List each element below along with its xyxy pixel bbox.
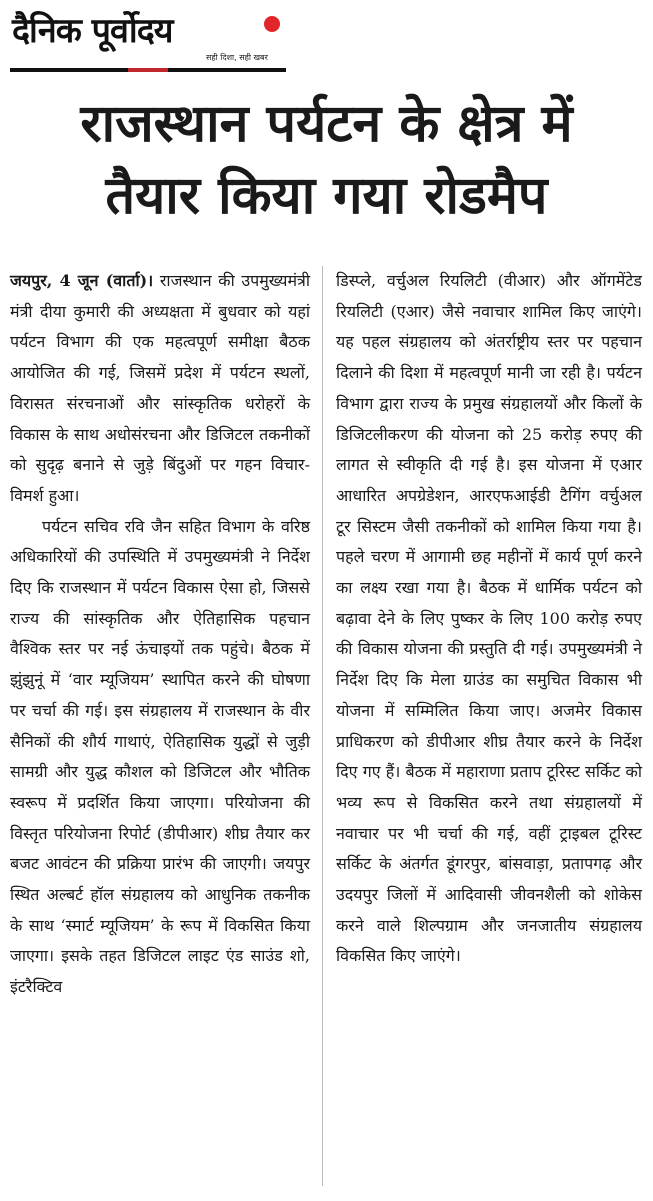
article-paragraph-1: [10, 266, 310, 512]
article-column-left: [10, 266, 310, 1003]
masthead-rule-accent: [128, 68, 168, 72]
column-divider: [322, 266, 323, 1186]
headline-line-2: तैयार किया गया रोडमैप: [105, 166, 548, 226]
masthead: [10, 6, 288, 74]
newspaper-name: दैनिक पूर्वोदय: [12, 11, 173, 51]
paragraph-1-text: राजस्थान की उपमुख्यमंत्री मंत्री दीया कुमारी की अध्यक्षता में बुधवार को यहां पर्यटन विभाग की एक महत्वपूर्ण समीक्षा बैठक आयोजित की गई, जिसमें प्रदेश में पर्यटन स्थलों, विरासत संरचनाओं और सांस्कृतिक धरोहरों के विकास के साथ अधोसंरचना और डिजिटल तकनीकों को सुदृढ़ बनाने से जुड़े बिंदुओं पर गहन विचार-विमर्श हुआ।: [10, 271, 310, 505]
article-column-right: [336, 266, 642, 972]
newspaper-tagline: सही दिशा, सही खबर: [206, 53, 268, 62]
dateline: जयपुर, 4 जून (वार्ता)।: [10, 271, 154, 290]
article-paragraph-3: डिस्प्ले, वर्चुअल रियलिटी (वीआर) और ऑगमेंटेड रियलिटी (एआर) जैसे नवाचार शामिल किए जाएंगे। यह पहल संग्रहालय को अंतर्राष्ट्रीय स्तर पर पहचान दिलाने की दिशा में महत्वपूर्ण मानी जा रही है। पर्यटन विभाग द्वारा राज्य के प्रमुख संग्रहालयों और किलों के डिजिटलीकरण की योजना को 25 करोड़ रुपए की लागत से स्वीकृति दी गई है। इस योजना में एआर आधारित अपग्रेडेशन, आरएफआईडी टैगिंग वर्चुअल टूर सिस्टम जैसी तकनीकों को शामिल किया गया है। पहले चरण में आगामी छह महीनों में कार्य पूर्ण करने का लक्ष्य रखा गया है। बैठक में धार्मिक पर्यटन को बढ़ावा देने के लिए पुष्कर के लिए 100 करोड़ रुपए की विकास योजना की प्रस्तुति दी गई। उपमुख्यमंत्री ने निर्देश दिए कि मेला ग्राउंड का समुचित विकास भी योजना में सम्मिलित किया जाए। अजमेर विकास प्राधिकरण को डीपीआर शीघ्र तैयार करने के निर्देश दिए गए हैं। बैठक में महाराणा प्रताप टूरिस्ट सर्किट को भव्य रूप से विकसित करने तथा संग्रहालयों में नवाचार पर भी चर्चा की गई, वहीं ट्राइबल टूरिस्ट सर्किट के अंतर्गत डूंगरपुर, बांसवाड़ा, प्रतापगढ़ और उदयपुर जिलों में आदिवासी जीवनशैली को शोकेस करने वाले शिल्पग्राम और जनजातीय संग्रहालय विकसित किए जाएंगे।: [336, 271, 642, 966]
headline-line-1: राजस्थान पर्यटन के क्षेत्र में: [80, 94, 573, 154]
headline: [0, 88, 653, 232]
article-paragraph-2: पर्यटन सचिव रवि जैन सहित विभाग के वरिष्ठ अधिकारियों की उपस्थिति में उपमुख्यमंत्री ने निर्देश दिए कि राजस्थान में पर्यटन विकास ऐसा हो, जिससे राज्य की सांस्कृतिक और ऐतिहासिक पहचान वैश्विक स्तर पर नई ऊंचाइयों तक पहुंचे। बैठक में झुंझुनूं में ‘वार म्यूजियम’ स्थापित करने की घोषणा पर चर्चा की गई। इस संग्रहालय में राजस्थान के वीर सैनिकों की शौर्य गाथाएं, ऐतिहासिक युद्धों से जुड़ी सामग्री और युद्ध कौशल को डिजिटल और भौतिक स्वरूप में प्रदर्शित किया जाएगा। परियोजना की विस्तृत परियोजना रिपोर्ट (डीपीआर) शीघ्र तैयार कर बजट आवंटन की प्रक्रिया प्रारंभ की जाएगी। जयपुर स्थित अल्बर्ट हॉल संग्रहालय को आधुनिक तकनीक के साथ ‘स्मार्ट म्यूजियम’ के रूप में विकसित किया जाएगा। इसके तहत डिजिटल लाइट एंड साउंड शो, इंटरैक्टिव: [10, 516, 310, 997]
masthead-red-dot-icon: [264, 16, 280, 32]
